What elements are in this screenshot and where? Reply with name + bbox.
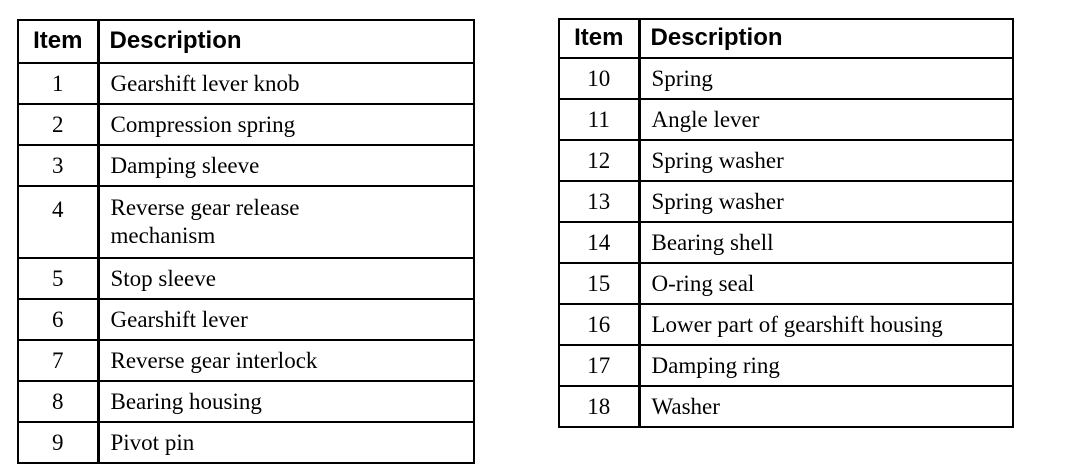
item-number: 7 (18, 340, 98, 381)
item-number: 18 (559, 386, 639, 427)
item-number: 9 (18, 422, 98, 463)
item-description: Washer (639, 386, 1013, 427)
item-number: 3 (18, 145, 98, 186)
table-row (559, 263, 1013, 304)
item-description: Bearing shell (639, 222, 1013, 263)
table-row (559, 222, 1013, 263)
table-row (559, 345, 1013, 386)
item-number: 8 (18, 381, 98, 422)
item-description: Damping sleeve (98, 145, 474, 186)
table-row (18, 63, 474, 104)
item-number: 14 (559, 222, 639, 263)
table-row (18, 145, 474, 186)
column-header-description: Description (98, 20, 474, 63)
item-number: 12 (559, 140, 639, 181)
item-number: 2 (18, 104, 98, 145)
column-header-item: Item (559, 19, 639, 58)
column-header-item: Item (18, 20, 98, 63)
table-row (559, 99, 1013, 140)
item-number: 13 (559, 181, 639, 222)
item-number: 16 (559, 304, 639, 345)
item-number: 6 (18, 299, 98, 340)
item-number: 4 (18, 186, 98, 258)
item-description: Damping ring (639, 345, 1013, 386)
item-number: 10 (559, 58, 639, 99)
item-number: 1 (18, 63, 98, 104)
table-row (559, 181, 1013, 222)
item-description: Spring (639, 58, 1013, 99)
item-description: Lower part of gearshift housing (639, 304, 1013, 345)
item-number: 5 (18, 258, 98, 299)
item-description: Bearing housing (98, 381, 474, 422)
parts-table-right (558, 18, 1014, 428)
table-header-row (18, 20, 474, 63)
table-row (18, 381, 474, 422)
table-row (18, 258, 474, 299)
item-description: Stop sleeve (98, 258, 474, 299)
item-description: Reverse gear interlock (98, 340, 474, 381)
item-number: 15 (559, 263, 639, 304)
table-row (559, 140, 1013, 181)
item-description: Spring washer (639, 140, 1013, 181)
table-row (18, 186, 474, 258)
table-row (18, 340, 474, 381)
item-description: Compression spring (98, 104, 474, 145)
item-description (98, 186, 474, 258)
item-description-line: mechanism (110, 223, 216, 248)
column-header-description: Description (639, 19, 1013, 58)
parts-table-left (17, 19, 475, 464)
table-row (559, 386, 1013, 427)
item-number: 11 (559, 99, 639, 140)
table-row (559, 58, 1013, 99)
table-header-row (559, 19, 1013, 58)
table-row (18, 299, 474, 340)
table-row (559, 304, 1013, 345)
item-number: 17 (559, 345, 639, 386)
table-row (18, 104, 474, 145)
item-description: Angle lever (639, 99, 1013, 140)
table-row (18, 422, 474, 463)
item-description: Gearshift lever knob (98, 63, 474, 104)
item-description: O-ring seal (639, 263, 1013, 304)
item-description: Pivot pin (98, 422, 474, 463)
item-description: Gearshift lever (98, 299, 474, 340)
item-description-line: Reverse gear release (110, 195, 300, 221)
item-description: Spring washer (639, 181, 1013, 222)
